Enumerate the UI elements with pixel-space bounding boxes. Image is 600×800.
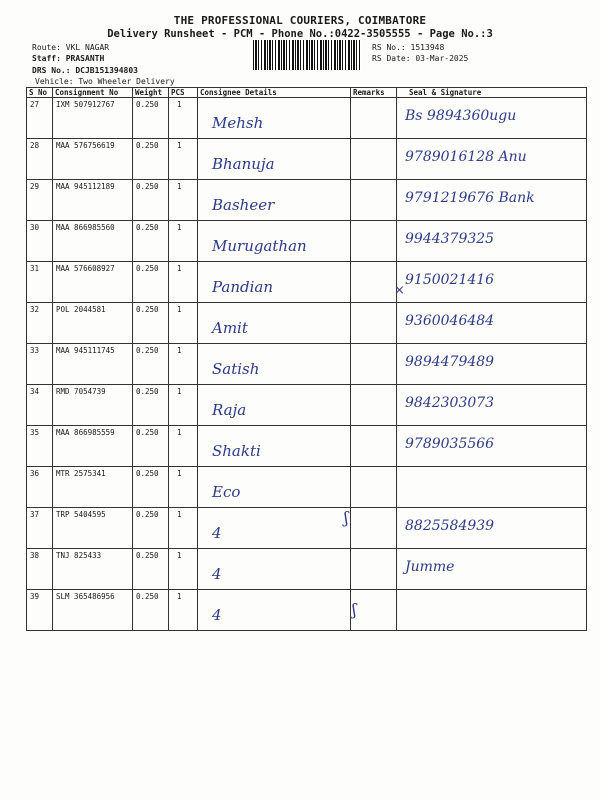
remarks-cell (351, 303, 397, 344)
consignee-cell (198, 549, 351, 590)
table-row (27, 221, 587, 262)
drs-line: DRS No.: DCJB151394803 (32, 66, 138, 75)
table-header-row (27, 88, 587, 98)
signature-cell (397, 221, 587, 262)
table-row (27, 344, 587, 385)
cn-cell: MAA 945112189 (53, 180, 133, 221)
signature-cell (397, 303, 587, 344)
staff-line: Staff: PRASANTH (32, 54, 105, 63)
table-row (27, 262, 587, 303)
sno-cell: 39 (27, 590, 53, 631)
signature-cell (397, 590, 587, 631)
remarks-cell (351, 590, 397, 631)
cn-cell: RMD 7054739 (53, 385, 133, 426)
handwritten-name: Pandian (212, 278, 274, 296)
cn-cell: TNJ 825433 (53, 549, 133, 590)
remarks-cell (351, 139, 397, 180)
sno-cell: 35 (27, 426, 53, 467)
cn-cell: MTR 2575341 (53, 467, 133, 508)
handwritten-name: Eco (212, 483, 241, 501)
weight-cell: 0.250 (133, 549, 169, 590)
signature-cell (397, 139, 587, 180)
consignee-cell (198, 221, 351, 262)
handwritten-name: Raja (212, 401, 247, 419)
sno-cell: 38 (27, 549, 53, 590)
pcs-cell: 1 (169, 139, 198, 180)
weight-cell: 0.250 (133, 467, 169, 508)
pcs-cell: 1 (169, 180, 198, 221)
remarks-cell (351, 508, 397, 549)
consignee-cell (198, 385, 351, 426)
consignee-cell (198, 262, 351, 303)
handwritten-signature: Bs 9894360ugu (405, 108, 517, 124)
table-row (27, 426, 587, 467)
pen-mark: ʃ (344, 508, 349, 527)
rs-date-line: RS Date: 03-Mar-2025 (372, 54, 469, 63)
signature-cell (397, 549, 587, 590)
document-subtitle: Delivery Runsheet - PCM - Phone No.:0422-3505555 - Page No.:3 (107, 28, 493, 40)
sno-cell: 31 (27, 262, 53, 303)
column-header: Consignment No (53, 88, 133, 98)
cn-cell: MAA 576756619 (53, 139, 133, 180)
weight-cell: 0.250 (133, 98, 169, 139)
signature-cell (397, 385, 587, 426)
sno-cell: 29 (27, 180, 53, 221)
route-line: Route: VKL NAGAR (32, 43, 110, 52)
handwritten-signature: 9360046484 (405, 313, 495, 329)
consignee-cell (198, 508, 351, 549)
consignee-cell (198, 180, 351, 221)
pcs-cell: 1 (169, 426, 198, 467)
weight-cell: 0.250 (133, 180, 169, 221)
pcs-cell: 1 (169, 303, 198, 344)
weight-cell: 0.250 (133, 508, 169, 549)
signature-cell (397, 426, 587, 467)
table-row (27, 98, 587, 139)
pcs-cell: 1 (169, 590, 198, 631)
signature-cell (397, 467, 587, 508)
cn-cell: MAA 866985560 (53, 221, 133, 262)
handwritten-signature: Jumme (405, 559, 455, 575)
barcode-icon (253, 40, 361, 70)
sno-cell: 28 (27, 139, 53, 180)
pcs-cell: 1 (169, 98, 198, 139)
handwritten-name: 4 (212, 606, 222, 624)
handwritten-signature: 9789035566 (405, 436, 495, 452)
sno-cell: 37 (27, 508, 53, 549)
handwritten-name: Amit (212, 319, 248, 337)
consignee-cell (198, 98, 351, 139)
pcs-cell: 1 (169, 262, 198, 303)
signature-cell (397, 98, 587, 139)
table-body (27, 98, 587, 631)
handwritten-signature: 9894479489 (405, 354, 495, 370)
signature-cell (397, 180, 587, 221)
pcs-cell: 1 (169, 508, 198, 549)
right-meta (372, 42, 468, 64)
table-row (27, 549, 587, 590)
consignee-cell (198, 590, 351, 631)
table-row (27, 467, 587, 508)
consignee-cell (198, 139, 351, 180)
handwritten-name: Bhanuja (212, 155, 275, 173)
signature-cell (397, 344, 587, 385)
remarks-cell (351, 98, 397, 139)
pcs-cell: 1 (169, 385, 198, 426)
weight-cell: 0.250 (133, 221, 169, 262)
handwritten-signature: 9791219676 Bank (405, 190, 535, 206)
handwritten-name: 4 (212, 524, 222, 542)
handwritten-name: Satish (212, 360, 260, 378)
cn-cell: MAA 576608927 (53, 262, 133, 303)
remarks-cell (351, 262, 397, 303)
handwritten-name: Basheer (212, 196, 275, 214)
handwritten-signature: 8825584939 (405, 518, 495, 534)
remarks-cell (351, 426, 397, 467)
consignee-cell (198, 426, 351, 467)
table-row (27, 139, 587, 180)
cn-cell: MAA 866985559 (53, 426, 133, 467)
weight-cell: 0.250 (133, 344, 169, 385)
weight-cell: 0.250 (133, 139, 169, 180)
consignee-cell (198, 467, 351, 508)
remarks-cell (351, 344, 397, 385)
cn-cell: MAA 945111745 (53, 344, 133, 385)
weight-cell: 0.250 (133, 262, 169, 303)
weight-cell: 0.250 (133, 590, 169, 631)
remarks-cell (351, 385, 397, 426)
handwritten-signature: 9150021416 (405, 272, 495, 288)
table-row (27, 508, 587, 549)
table-row (27, 590, 587, 631)
handwritten-signature: 9842303073 (405, 395, 495, 411)
cn-cell: SLM 365486956 (53, 590, 133, 631)
pcs-cell: 1 (169, 221, 198, 262)
document-title: THE PROFESSIONAL COURIERS, COIMBATORE (173, 14, 427, 27)
remarks-cell (351, 180, 397, 221)
pen-mark: ʃ (352, 600, 357, 619)
handwritten-name: Shakti (212, 442, 261, 460)
sno-cell: 34 (27, 385, 53, 426)
handwritten-name: Murugathan (212, 237, 307, 255)
handwritten-name: Mehsh (212, 114, 264, 132)
runsheet-table (26, 87, 587, 631)
column-header: PCS (169, 88, 198, 98)
vehicle-line: Vehicle: Two Wheeler Delivery (35, 77, 175, 86)
sno-cell: 32 (27, 303, 53, 344)
remarks-cell (351, 467, 397, 508)
sno-cell: 27 (27, 98, 53, 139)
cn-cell: POL 2044581 (53, 303, 133, 344)
table-row (27, 180, 587, 221)
left-meta (32, 42, 175, 87)
pcs-cell: 1 (169, 467, 198, 508)
pcs-cell: 1 (169, 344, 198, 385)
column-header: S No (27, 88, 53, 98)
pen-mark: × (394, 283, 405, 298)
table-row (27, 385, 587, 426)
handwritten-signature: 9789016128 Anu (405, 149, 527, 165)
signature-cell (397, 262, 587, 303)
signature-cell (397, 508, 587, 549)
column-header: Consignee Details (198, 88, 351, 98)
handwritten-signature: 9944379325 (405, 231, 495, 247)
consignee-cell (198, 344, 351, 385)
rs-no-line: RS No.: 1513948 (372, 43, 445, 52)
column-header: Weight (133, 88, 169, 98)
consignee-cell (198, 303, 351, 344)
sno-cell: 36 (27, 467, 53, 508)
cn-cell: IXM 507912767 (53, 98, 133, 139)
remarks-cell (351, 549, 397, 590)
cn-cell: TRP 5404595 (53, 508, 133, 549)
sno-cell: 30 (27, 221, 53, 262)
weight-cell: 0.250 (133, 385, 169, 426)
handwritten-name: 4 (212, 565, 222, 583)
table-row (27, 303, 587, 344)
remarks-cell (351, 221, 397, 262)
pcs-cell: 1 (169, 549, 198, 590)
column-header: Remarks (351, 88, 397, 98)
sno-cell: 33 (27, 344, 53, 385)
column-header: Seal & Signature (397, 88, 587, 98)
weight-cell: 0.250 (133, 303, 169, 344)
weight-cell: 0.250 (133, 426, 169, 467)
